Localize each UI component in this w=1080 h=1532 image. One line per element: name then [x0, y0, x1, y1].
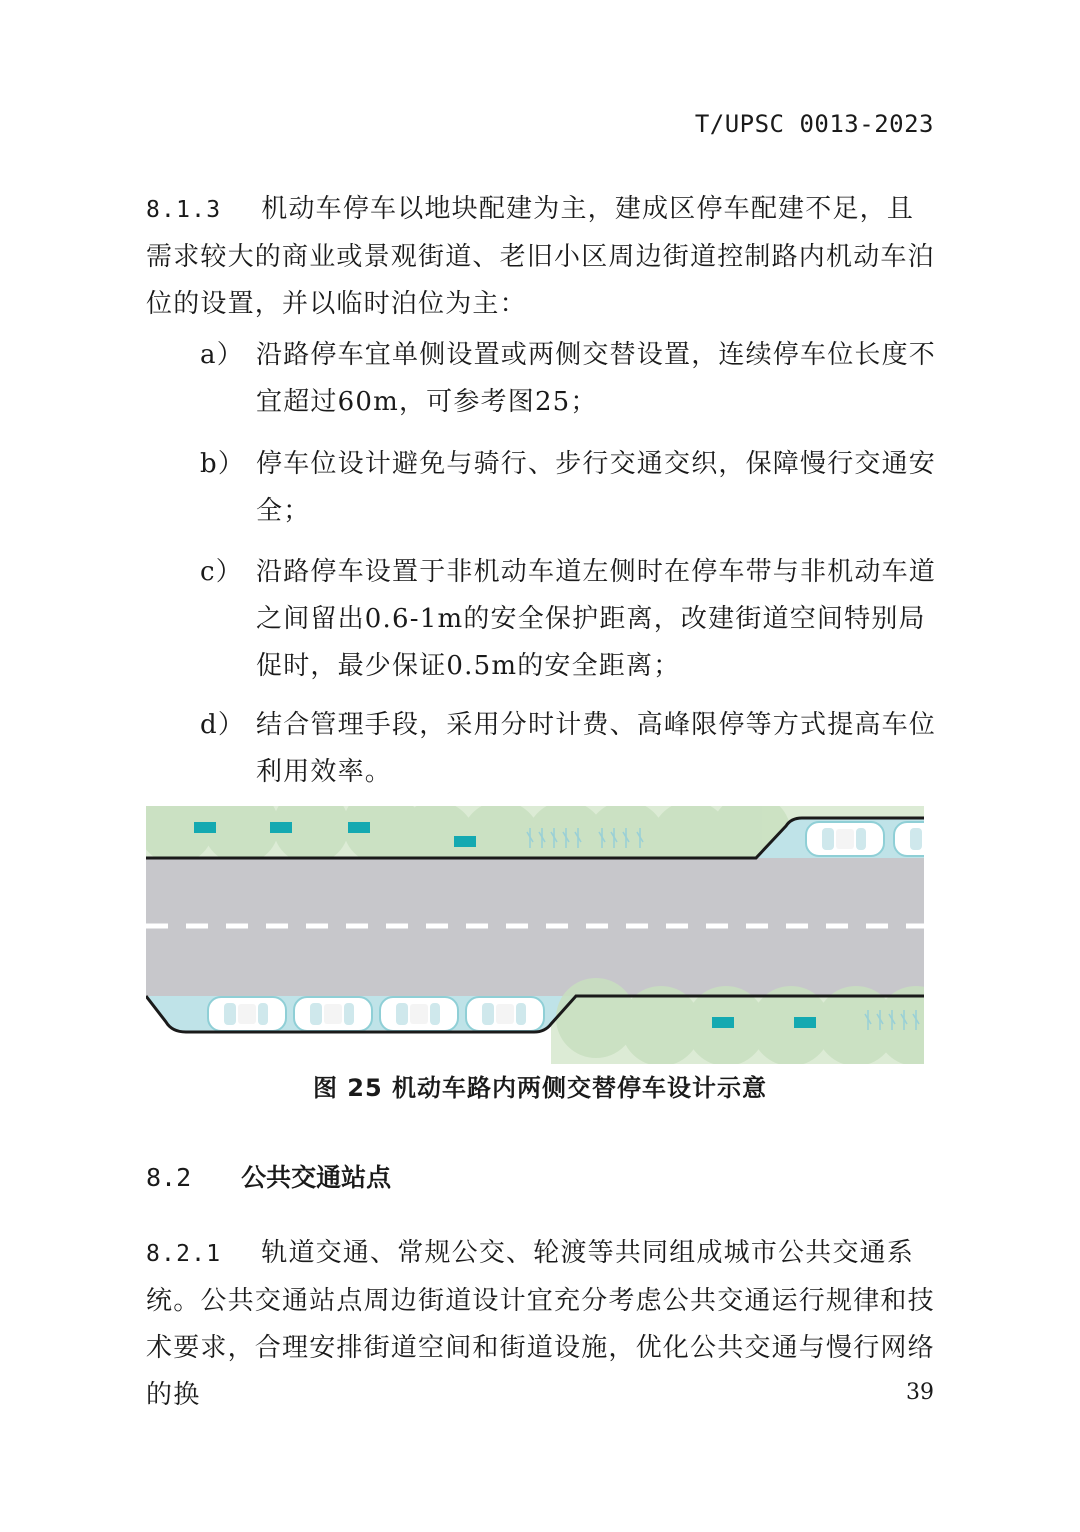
list-item-text: 停车位设计避免与骑行、步行交通交织，保障慢行交通安全； — [256, 449, 937, 526]
clause-8-1-3 — [146, 186, 936, 328]
list-item-d — [200, 702, 936, 796]
clause-8-2-1 — [146, 1230, 936, 1419]
page-number: 39 — [906, 1380, 934, 1405]
list-marker: a） — [200, 340, 244, 370]
clause-text: 机动车停车以地块配建为主，建成区停车配建不足，且需求较大的商业或景观街道、老旧小区周边街道控制路内机动车泊位的设置，并以临时泊位为主： — [146, 194, 935, 319]
list-item-text: 结合管理手段，采用分时计费、高峰限停等方式提高车位利用效率。 — [256, 710, 937, 787]
list-marker: c） — [200, 557, 243, 587]
top-parked-cars — [806, 822, 924, 856]
clause-text: 轨道交通、常规公交、轮渡等共同组成城市公共交通系统。公共交通站点周边街道设计宜充分考虑公共交通运行规律和技术要求，合理安排街道空间和街道设施，优化公共交通与慢行网络的换 — [146, 1238, 935, 1410]
parking-layout-figure — [146, 806, 924, 1064]
list-marker: b） — [200, 449, 246, 479]
clause-number: 8.1.3 — [146, 197, 222, 223]
section-heading — [146, 1158, 391, 1194]
list-item-c — [200, 549, 936, 690]
section-title: 公共交通站点 — [241, 1163, 392, 1192]
list-marker: d） — [200, 710, 246, 740]
clause-number: 8.2.1 — [146, 1241, 222, 1267]
document-code: T/UPSC 0013-2023 — [694, 110, 934, 138]
figure-caption: 图 25 机动车路内两侧交替停车设计示意 — [312, 1074, 768, 1102]
list-item-b — [200, 441, 936, 535]
section-number: 8.2 — [146, 1163, 192, 1192]
list-item-a — [200, 332, 936, 426]
list-item-text: 沿路停车宜单侧设置或两侧交替设置，连续停车位长度不宜超过60m，可参考图25； — [256, 340, 937, 417]
list-item-text: 沿路停车设置于非机动车道左侧时在停车带与非机动车道之间留出0.6-1m的安全保护距离，改建街道空间特别局促时，最少保证0.5m的安全距离； — [256, 557, 937, 681]
